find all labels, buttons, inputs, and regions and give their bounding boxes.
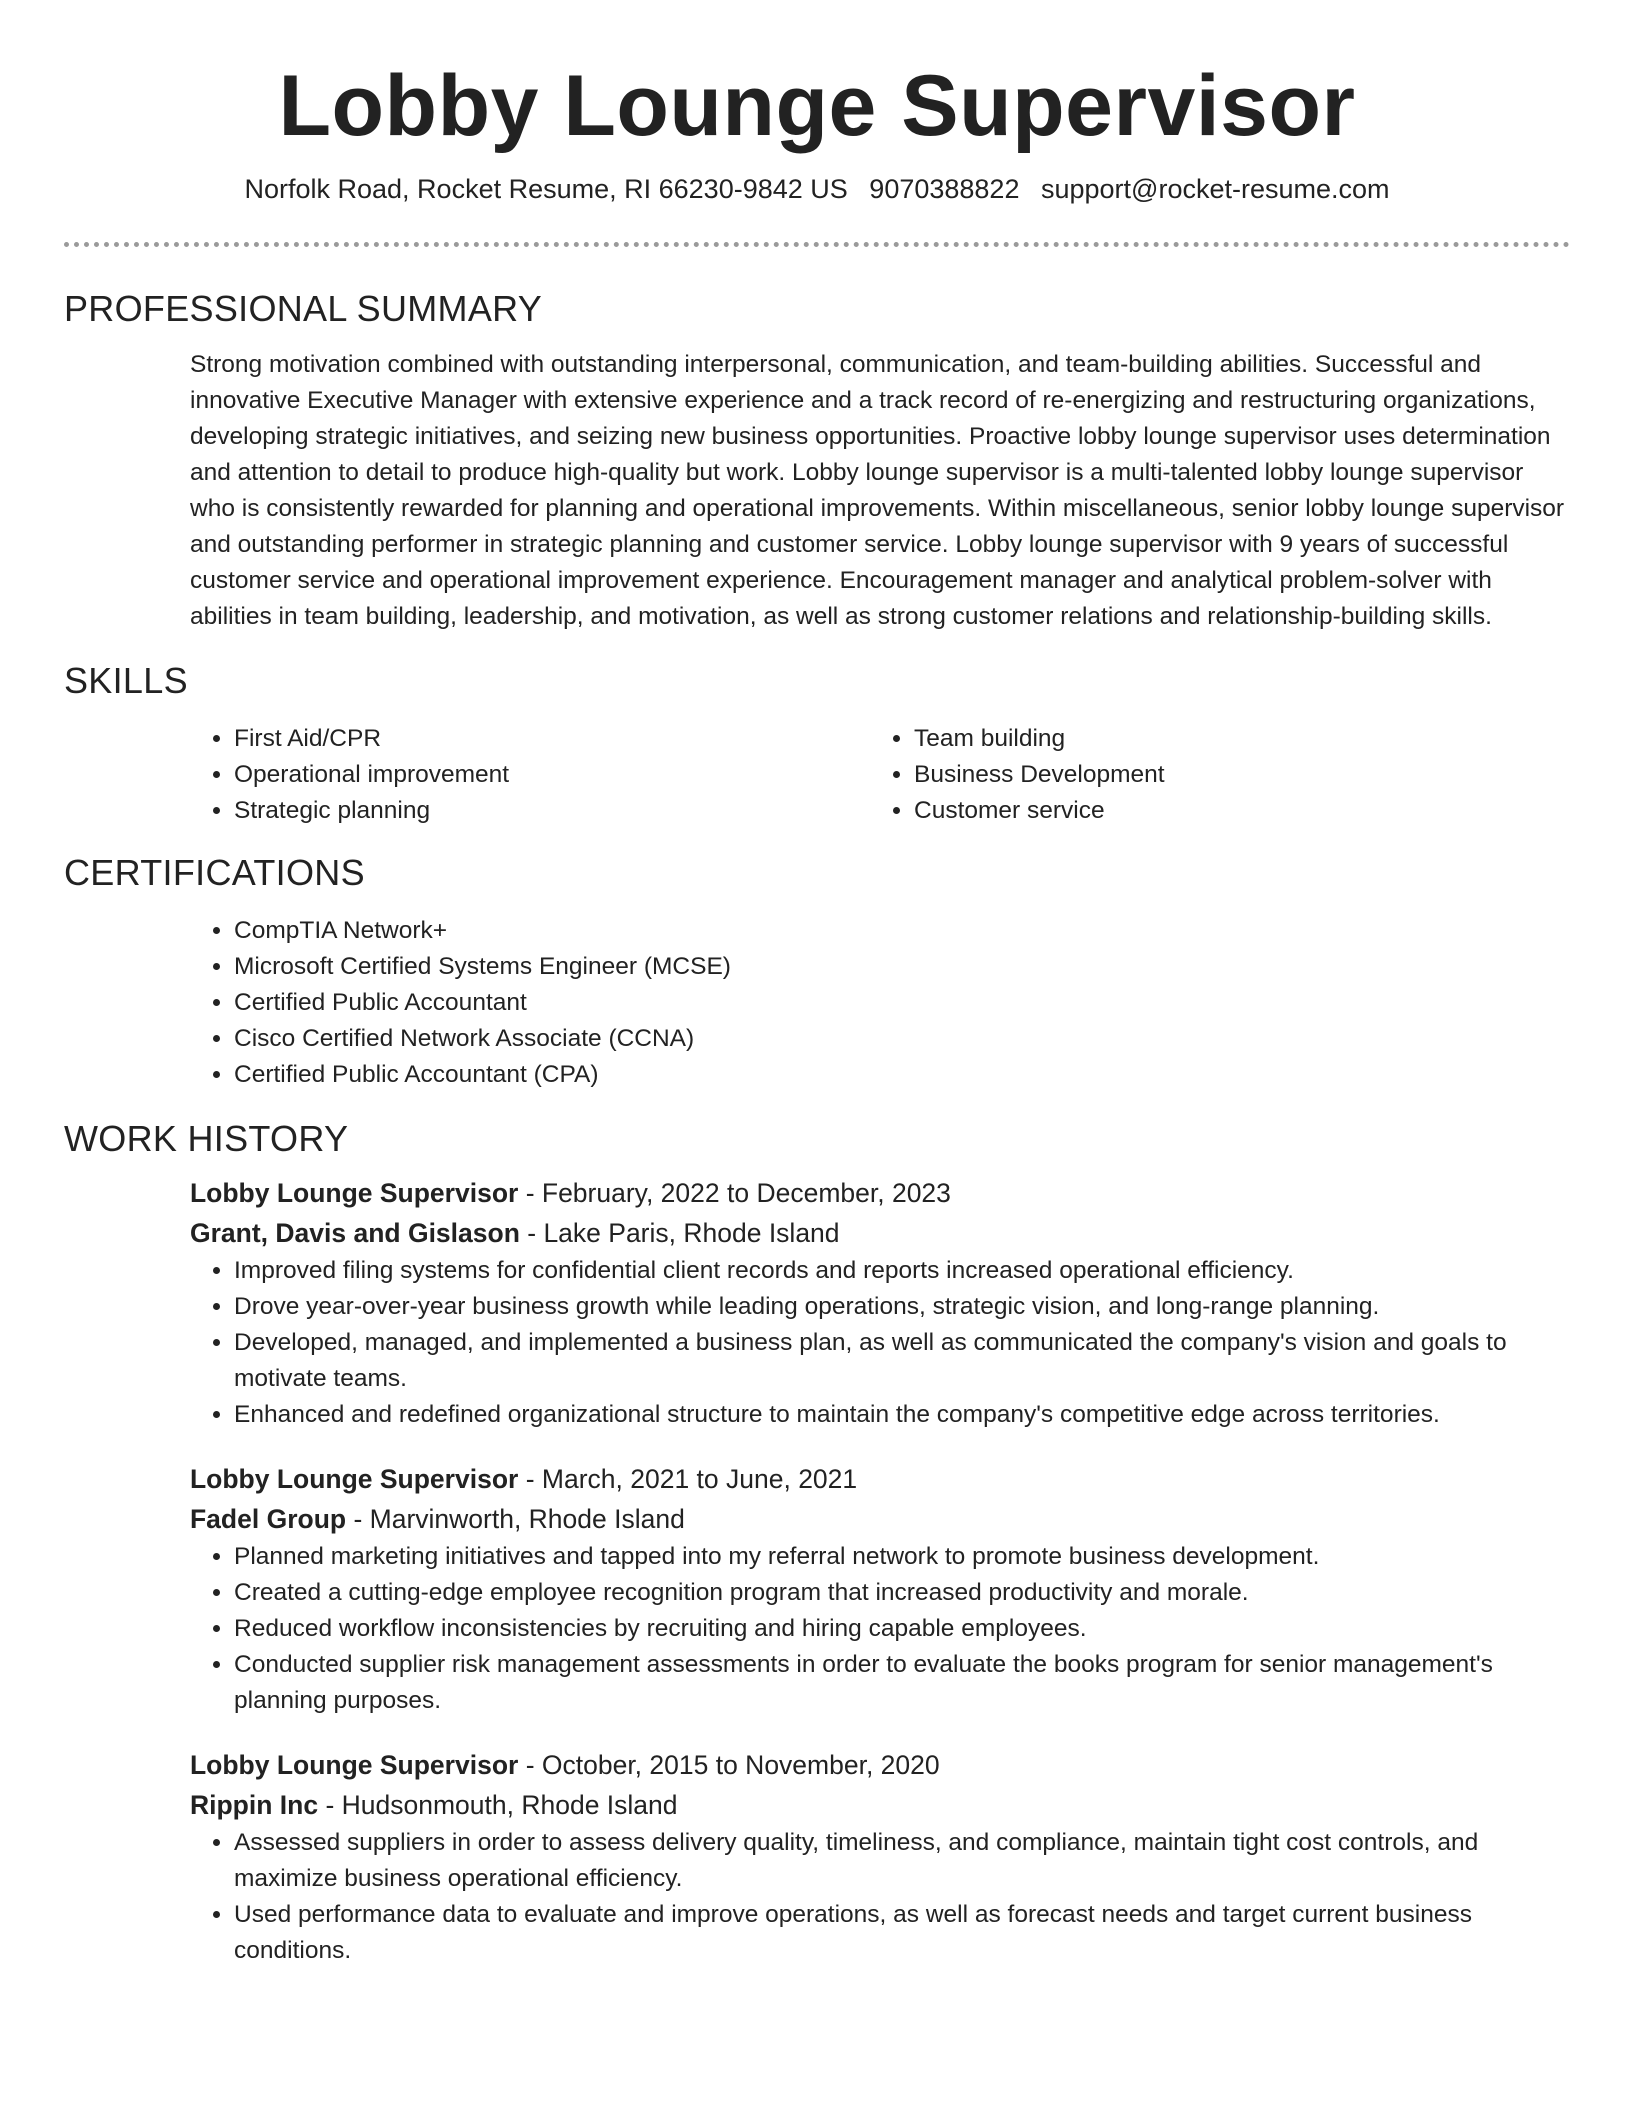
resume-page (64, 0, 1570, 1969)
job-company: Grant, Davis and Gislason (190, 1218, 520, 1248)
skill-item: • First Aid/CPR (234, 721, 870, 757)
job-entry (190, 1745, 1570, 1969)
job-bullets (190, 1825, 1570, 1969)
job-entry (190, 1459, 1570, 1719)
job-role: Lobby Lounge Supervisor (190, 1464, 519, 1494)
job-bullet: • Planned marketing initiatives and tapped into my referral network to promote business development. (234, 1539, 1570, 1575)
job-bullet: • Conducted supplier risk management assessments in order to evaluate the books program for senior management's planning purposes. (234, 1647, 1570, 1719)
job-bullet: • Reduced workflow inconsistencies by recruiting and hiring capable employees. (234, 1611, 1570, 1647)
skills-column-left (190, 721, 870, 829)
job-bullet: • Improved filing systems for confidential client records and reports increased operational efficiency. (234, 1253, 1570, 1289)
job-entry (190, 1173, 1570, 1433)
job-title-line (190, 1173, 1570, 1213)
skill-item: • Customer service (914, 793, 1550, 829)
skills-list (190, 721, 1570, 829)
work-history-heading: WORK HISTORY (64, 1118, 349, 1159)
job-bullet: • Created a cutting-edge employee recognition program that increased productivity and morale. (234, 1575, 1570, 1611)
job-location: - Hudsonmouth, Rhode Island (318, 1790, 678, 1820)
certification-item: • Cisco Certified Network Associate (CCNA) (234, 1021, 1570, 1057)
job-company-line (190, 1213, 1570, 1253)
certification-item: • Certified Public Accountant (CPA) (234, 1057, 1570, 1093)
job-company-line (190, 1785, 1570, 1825)
skill-item: • Strategic planning (234, 793, 870, 829)
job-title-line (190, 1745, 1570, 1785)
job-location: - Marvinworth, Rhode Island (346, 1504, 685, 1534)
certifications-bullets (190, 913, 1570, 1093)
skill-item: • Operational improvement (234, 757, 870, 793)
job-bullet: • Enhanced and redefined organizational structure to maintain the company's competitive edge across territories. (234, 1397, 1570, 1433)
job-bullets (190, 1539, 1570, 1719)
certifications-heading: CERTIFICATIONS (64, 852, 365, 893)
summary-heading: PROFESSIONAL SUMMARY (64, 288, 543, 329)
job-bullet: • Drove year-over-year business growth while leading operations, strategic vision, and long-range planning. (234, 1289, 1570, 1325)
contact-address: Norfolk Road, Rocket Resume, RI 66230-9842 US (244, 174, 848, 204)
job-bullet: • Developed, managed, and implemented a business plan, as well as communicated the company's vision and goals to motivate teams. (234, 1325, 1570, 1397)
job-company-line (190, 1499, 1570, 1539)
skills-column-right (870, 721, 1550, 829)
summary-text: Strong motivation combined with outstanding interpersonal, communication, and team-building abilities. Successful and innovative Executive Manager with extensive experience and a track record of re-energizing and restructuring organizations, developing strategic initiatives, and seizing new business opportunities. Proactive lobby lounge supervisor uses determination and attention to detail to produce high-quality but work. Lobby lounge supervisor is a multi-talented lobby lounge supervisor who is consistently rewarded for planning and operational improvements. Within miscellaneous, senior lobby lounge supervisor and outstanding performer in strategic planning and customer service. Lobby lounge supervisor with 9 years of successful customer service and operational improvement experience. Encouragement manager and analytical problem-solver with abilities in team building, leadership, and motivation, as well as strong customer relations and relationship-building skills. (190, 351, 1565, 630)
header-divider (64, 242, 1570, 247)
contact-phone: 9070388822 (869, 174, 1020, 204)
job-bullet: • Assessed suppliers in order to assess delivery quality, timeliness, and compliance, maintain tight cost controls, and maximize business operational efficiency. (234, 1825, 1570, 1897)
job-bullets (190, 1253, 1570, 1433)
job-location: - Lake Paris, Rhode Island (519, 1218, 840, 1248)
job-company: Fadel Group (190, 1504, 347, 1534)
job-role: Lobby Lounge Supervisor (190, 1178, 519, 1208)
job-company: Rippin Inc (190, 1790, 319, 1820)
certifications-list (190, 913, 1570, 1093)
skills-heading: SKILLS (64, 660, 188, 701)
job-dates: - October, 2015 to November, 2020 (518, 1750, 940, 1780)
skill-item: • Team building (914, 721, 1550, 757)
job-role: Lobby Lounge Supervisor (190, 1750, 519, 1780)
certification-item: • Certified Public Accountant (234, 985, 1570, 1021)
job-bullet: • Used performance data to evaluate and improve operations, as well as forecast needs and target current business conditions. (234, 1897, 1570, 1969)
certification-item: • Microsoft Certified Systems Engineer (MCSE) (234, 949, 1570, 985)
contact-line (64, 172, 1570, 206)
resume-name: Lobby Lounge Supervisor (278, 58, 1356, 154)
skill-item: • Business Development (914, 757, 1550, 793)
certification-item: • CompTIA Network+ (234, 913, 1570, 949)
job-title-line (190, 1459, 1570, 1499)
contact-email: support@rocket-resume.com (1040, 174, 1390, 204)
job-dates: - February, 2022 to December, 2023 (518, 1178, 951, 1208)
job-dates: - March, 2021 to June, 2021 (518, 1464, 858, 1494)
